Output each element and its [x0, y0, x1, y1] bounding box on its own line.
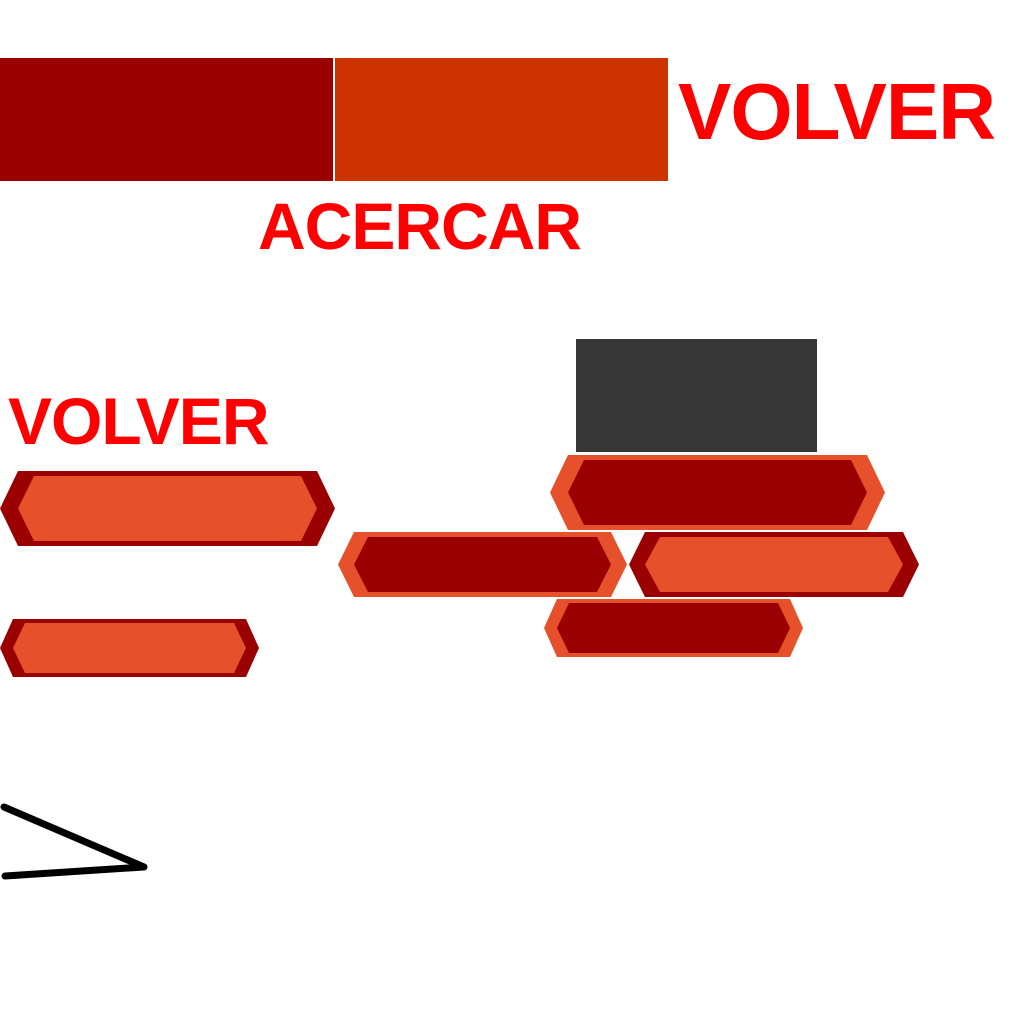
chevron-right-icon[interactable]: [0, 800, 150, 880]
dark-gray-panel[interactable]: [576, 339, 817, 452]
hex-button-left-small[interactable]: [0, 619, 259, 677]
top-orange-block[interactable]: [335, 58, 668, 181]
hex-button-left-large[interactable]: [0, 471, 335, 546]
volver-button-top[interactable]: VOLVER: [678, 67, 996, 156]
volver-button-left[interactable]: VOLVER: [8, 384, 269, 458]
acercar-button[interactable]: ACERCAR: [258, 189, 581, 263]
hex-button-middle[interactable]: [338, 532, 627, 597]
hex-button-right-top[interactable]: [550, 455, 885, 530]
hex-button-right-middle[interactable]: [629, 532, 919, 597]
hex-button-right-bottom[interactable]: [544, 599, 803, 657]
top-dark-red-block[interactable]: [0, 58, 333, 181]
